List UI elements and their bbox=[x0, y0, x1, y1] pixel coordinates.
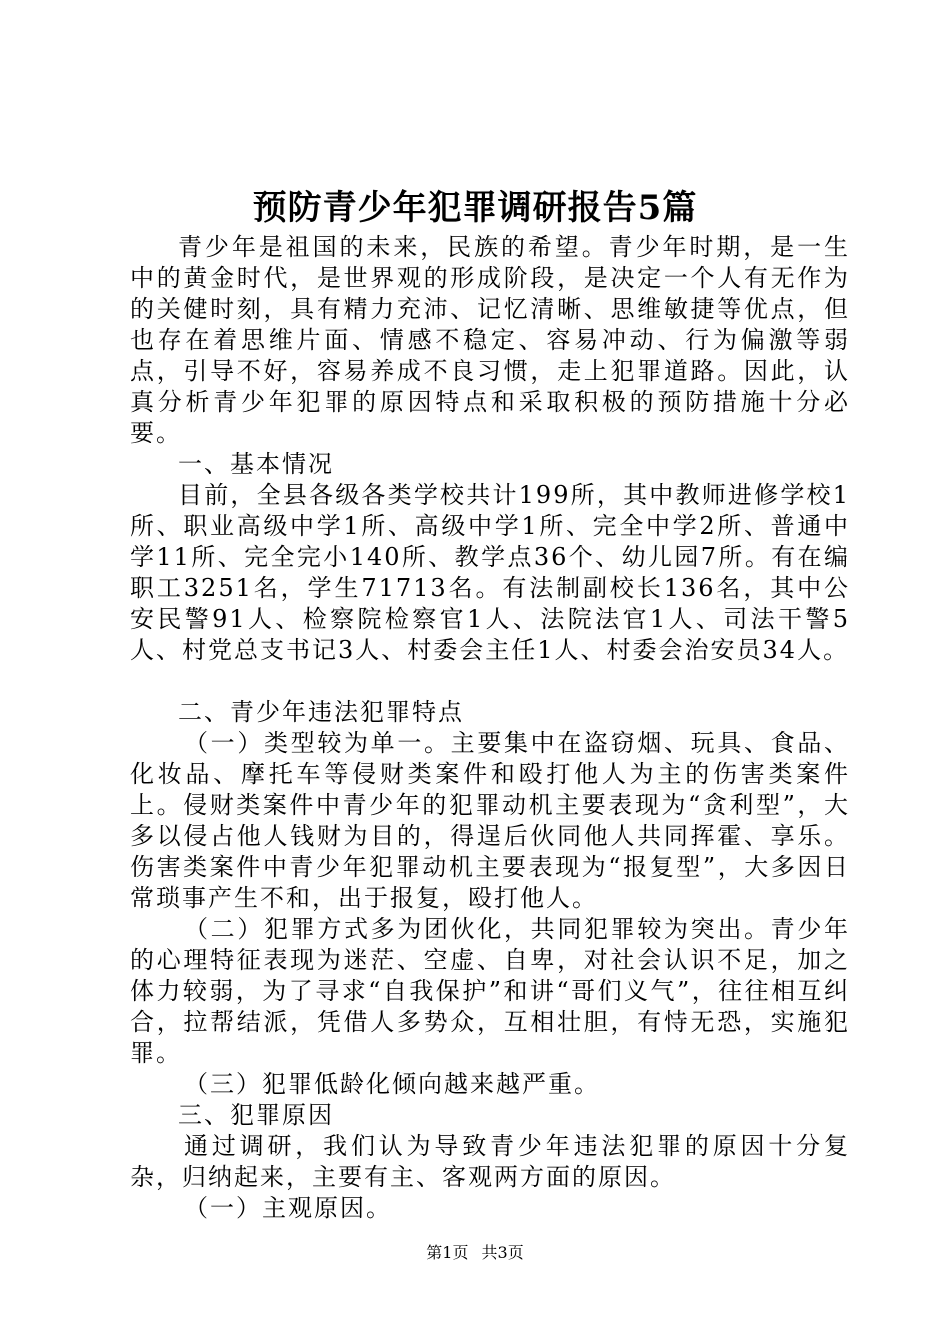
document-title: 预防青少年犯罪调研报告5篇 bbox=[252, 188, 698, 228]
page-footer bbox=[0, 1242, 950, 1264]
paragraph-characteristic-1: （一）类型较为单一。主要集中在盗窃烟、玩具、食品、化妆品、摩托车等侵财类案件和殴打他人为主的伤害类案件上。侵财类案件中青少年的犯罪动机主要表现为“贪利型”，大多以侵占他人钱财为目的，得逞后伙同他人共同挥霍、享乐。伤害类案件中青少年犯罪动机主要表现为“报复型”，大多因日常琐事产生不和，出于报复，殴打他人。 bbox=[130, 729, 850, 912]
paragraph-spacer bbox=[130, 666, 850, 697]
heading-crime-causes: 三、犯罪原因 bbox=[178, 1101, 334, 1129]
document-body bbox=[130, 232, 850, 1224]
paragraph-characteristic-2: （二）犯罪方式多为团伙化，共同犯罪较为突出。青少年的心理特征表现为迷茫、空虚、自卑，对社会认识不足，加之体力较弱，为了寻求“自我保护”和讲“哥们义气”，往往相互纠合，拉帮结派，凭借人多势众，互相壮胆，有恃无恐，实施犯罪。 bbox=[130, 915, 850, 1067]
paragraph-causes-intro: 通过调研，我们认为导致青少年违法犯罪的原因十分复杂，归纳起来，主要有主、客观两方面的原因。 bbox=[130, 1132, 850, 1191]
paragraph-basic-situation: 目前，全县各级各类学校共计199所，其中教师进修学校1所、职业高级中学1所、高级中学1所、完全中学2所、普通中学11所、完全完小140所、教学点36个、幼儿园7所。有在编职工3251名，学生71713名。有法制副校长136名，其中公安民警91人、检察院检察官1人、法院法官1人、司法干警5人、村党总支书记3人、村委会主任1人、村委会治安员34人。 bbox=[130, 481, 850, 664]
heading-basic-situation: 一、基本情况 bbox=[178, 450, 334, 478]
heading-subjective-causes: （一）主观原因。 bbox=[184, 1194, 392, 1222]
heading-crime-characteristics: 二、青少年违法犯罪特点 bbox=[178, 698, 464, 726]
paragraph-characteristic-3: （三）犯罪低龄化倾向越来越严重。 bbox=[184, 1070, 600, 1098]
page-total: 共3页 bbox=[481, 1243, 524, 1262]
page-number: 第1页 bbox=[426, 1243, 469, 1262]
paragraph-intro: 青少年是祖国的未来，民族的希望。青少年时期，是一生中的黄金时代，是世界观的形成阶段，是决定一个人有无作为的关健时刻，具有精力充沛、记忆清晰、思维敏捷等优点，但也存在着思维片面、情感不稳定、容易冲动、行为偏激等弱点，引导不好，容易养成不良习惯，走上犯罪道路。因此，认真分析青少年犯罪的原因特点和采取积极的预防措施十分必要。 bbox=[130, 233, 850, 447]
